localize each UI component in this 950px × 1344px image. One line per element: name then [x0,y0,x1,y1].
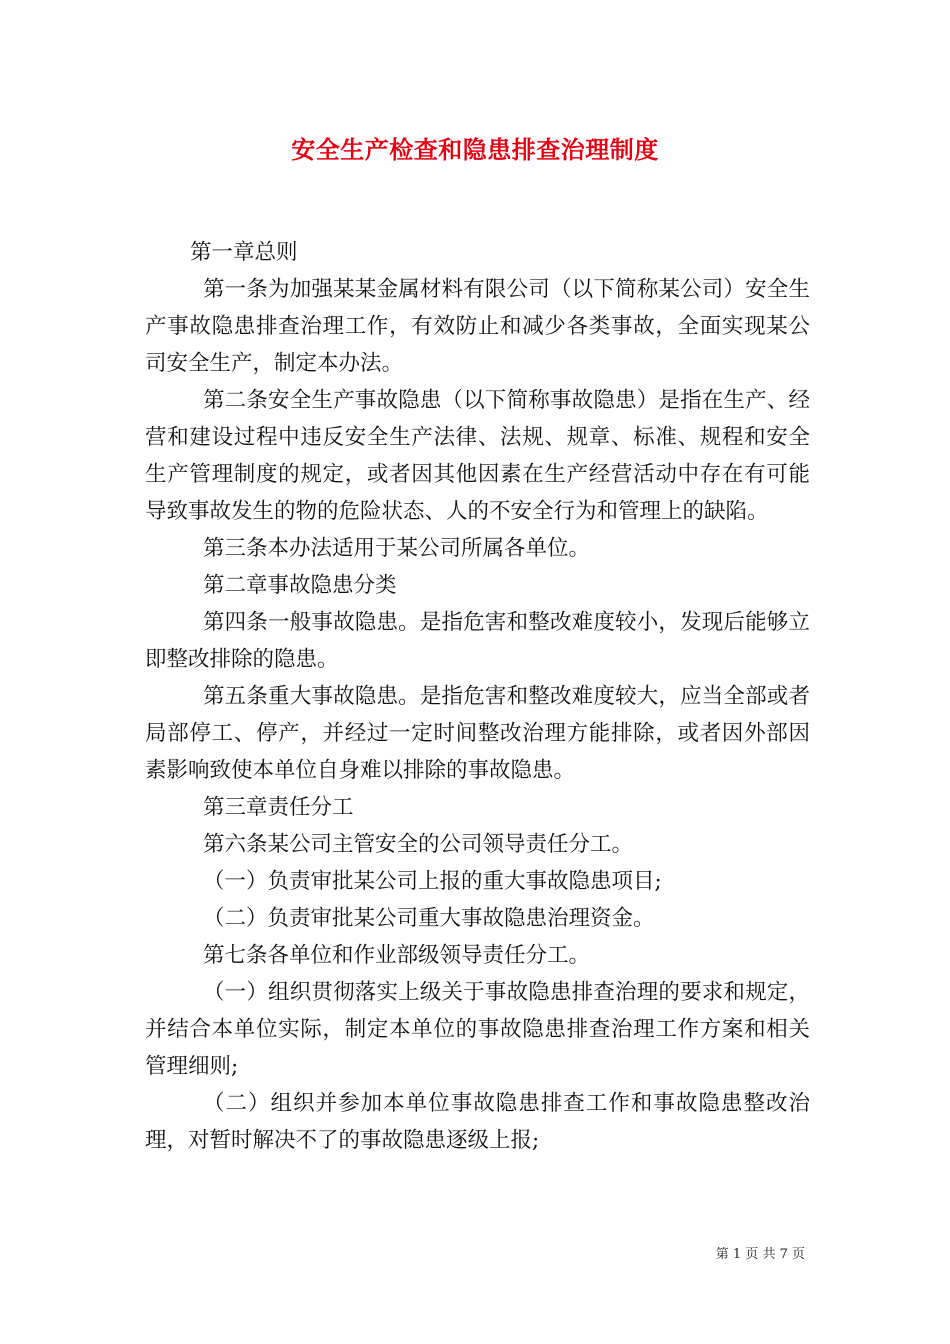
article-5: 第五条重大事故隐患。是指危害和整改难度较大，应当全部或者局部停工、停产，并经过一定时间整改治理方能排除，或者因外部因素影响致使本单位自身难以排除的事故隐患。 [145,684,810,783]
article-6: 第六条某公司主管安全的公司领导责任分工。 [203,832,634,857]
article-7-item-1: （一）组织贯彻落实上级关于事故隐患排查治理的要求和规定，并结合本单位实际，制定本单位的事故隐患排查治理工作方案和相关管理细则; [145,980,810,1079]
article-2: 第二条安全生产事故隐患（以下简称事故隐患）是指在生产、经营和建设过程中违反安全生产法律、法规、规章、标准、规程和安全生产管理制度的规定，或者因其他因素在生产经营活动中存在有可能导致事故发生的物的危险状态、人的不安全行为和管理上的缺陷。 [145,388,810,524]
page-number-footer: 第 1 页 共 7 页 [715,1247,805,1262]
article-6-item-2: （二）负责审批某公司重大事故隐患治理资金。 [203,906,655,931]
chapter-heading-1: 第一章总则 [190,240,298,265]
article-3: 第三条本办法适用于某公司所属各单位。 [203,536,591,561]
document-title: 安全生产检查和隐患排查治理制度 [291,135,659,164]
article-6-item-1: （一）负责审批某公司上报的重大事故隐患项目; [203,869,662,894]
article-7: 第七条各单位和作业部级领导责任分工。 [203,943,591,968]
article-1: 第一条为加强某某金属材料有限公司（以下简称某公司）安全生产事故隐患排查治理工作，有效防止和减少各类事故，全面实现某公司安全生产，制定本办法。 [145,277,810,376]
chapter-heading-3: 第三章责任分工 [203,795,354,820]
article-7-item-2: （二）组织并参加本单位事故隐患排查工作和事故隐患整改治理，对暂时解决不了的事故隐患逐级上报; [145,1091,810,1153]
document-body [145,234,810,1159]
chapter-heading-2: 第二章事故隐患分类 [203,573,397,598]
article-4: 第四条一般事故隐患。是指危害和整改难度较小，发现后能够立即整改排除的隐患。 [145,610,810,672]
